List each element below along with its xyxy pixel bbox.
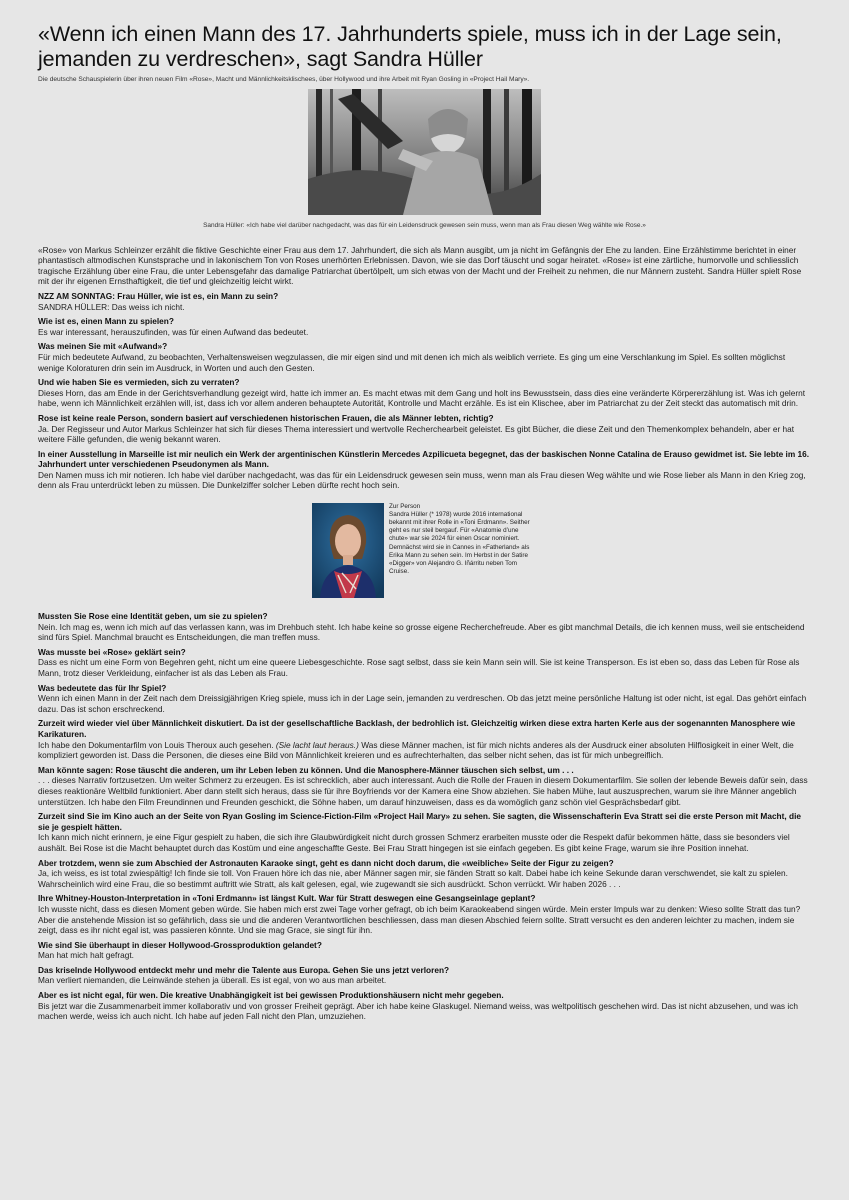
qa-item [38, 291, 811, 312]
qa-item [38, 449, 811, 491]
answer: Bis jetzt war die Zusammenarbeit immer kollaborativ und von grosser Freiheit geprägt. Aber ich habe keine Glaskugel. Niemand weiss, was weltpolitisch geschehen wird. Das ist nicht abzusehen, und was ich machen werde, weiss ich auch nicht. Ich habe auf jeden Fall nicht den Plan, umzuziehen. [38, 1000, 798, 1022]
person-box-text [389, 503, 537, 576]
question: Was musste bei «Rose» geklärt sein? [38, 646, 186, 657]
answer: Man hat mich halt gefragt. [38, 950, 134, 961]
qa-item [38, 858, 811, 890]
person-box-heading: Zur Person [389, 503, 421, 511]
answer: Es war interessant, herauszufinden, was für einen Aufwand das bedeutet. [38, 326, 309, 337]
answer: Ja. Der Regisseur und Autor Markus Schleinzer hat sich für dieses Thema interessiert und wertvolle Recherchearbeit geleistet. Es gibt Bücher, die diese Zeit und den Themenkomplex behandeln, aber er hat weitere Fälle gefunden, die wenig bekannt waren. [38, 423, 795, 445]
answer: Ich kann mich nicht erinnern, je eine Figur gespielt zu haben, die sich ihre Glaubwürdigkeit nicht durch grossen Schmerz erarbeiten musste oder die Respekt dafür bekommen hätte, dass sie besonders viel aushält. Bei Rose ist die Macht behauptet durch das Kostüm und eine angeschaffte Geste. Bei Frau Stratt hingegen ist sie einfach gegeben. Es gibt keine Frage, warum sie ihre Position innehat. [38, 832, 790, 853]
question: Zurzeit sind Sie im Kino auch an der Seite von Ryan Gosling im Science-Fiction-Film «Project Hail Mary» zu sehen. Sie sagten, die Wissenschafterin Eva Stratt sei die erste Person mit Macht, die sie je gespielt hätten. [38, 811, 801, 832]
question: Rose ist keine reale Person, sondern basiert auf verschiedenen historischen Frauen, die als Männer lebten, richtig? [38, 412, 494, 423]
question: Wie sind Sie überhaupt in dieser Hollywood-Grossproduktion gelandet? [38, 939, 322, 950]
answer: Ja, ich weiss, es ist total zwiespältig! Ich finde sie toll. Von Frauen höre ich das nie, aber Männer sagen mir, sie fänden Stratt so kalt. Dabei habe ich keine Sekunde daran verschwendet, sie kalt zu spielen. Wahrscheinlich wird eine Frau, die so bestimmt auftritt wie Stratt, als kalt gelesen, egal, wie zugewandt sie sich ausdrückt. Schon verrückt. Wir haben 2026 . . . [38, 868, 788, 889]
answer: Dieses Horn, das am Ende in der Gerichtsverhandlung gezeigt wird, hatte ich immer an. Es macht etwas mit dem Gang und holt ins Bewusstsein, dass dies eine veränderte Körpererzählung ist. Was ich gelernt habe, wenn ich Männlichkeit erzählen will, ist, dass ich vor allem anderen behauptete Autorität, Kontrolle und Macht erzähle. Es ist ein Klischee, aber im Patriarchat zu der Zeit steckt das automatisch mit drin. [38, 387, 806, 409]
answer: Für mich bedeutete Aufwand, zu beobachten, Verhaltensweisen wegzulassen, die mir eigen sind und mit denen ich mich als weiblich verriete. Es ging um eine Verschlankung im Spiel. Es sollten möglichst wenige Koloraturen drin sein im Ausdruck, in Worten und auch den Gesten. [38, 351, 786, 373]
question: Aber trotzdem, wenn sie zum Abschied der Astronauten Karaoke singt, geht es dann nicht doch darum, die «weibliche» Seite der Figur zu zeigen? [38, 857, 614, 868]
question: Das kriselnde Hollywood entdeckt mehr und mehr die Talente aus Europa. Gehen Sie uns jetzt verloren? [38, 964, 450, 975]
question: Man könnte sagen: Rose täuscht die anderen, um ihr Leben leben zu können. Und die Manosphere-Männer täuschen sich selbst, um . . . [38, 764, 574, 775]
qa-item [38, 990, 811, 1022]
qa-item [38, 765, 811, 807]
question: Wie ist es, einen Mann zu spielen? [38, 316, 174, 327]
answer: Man verliert niemanden, die Leinwände stehen ja überall. Es ist egal, von wo aus man arbeitet. [38, 975, 387, 986]
question: Was meinen Sie mit «Aufwand»? [38, 341, 168, 352]
answer: Wenn ich einen Mann in der Zeit nach dem Dreissigjährigen Krieg spiele, muss ich in der Lage sein, jemanden zu verdreschen. Ob das jetzt meine persönliche Haltung ist oder nicht, ist egal. Das gehört einfach dazu. Das ist schon erschreckend. [38, 693, 807, 714]
answer-text: Ich habe den Dokumentarfilm von Louis Theroux auch gesehen. [38, 739, 274, 750]
question: Und wie haben Sie es vermieden, sich zu verraten? [38, 377, 240, 388]
qa-item [38, 611, 811, 643]
question: NZZ AM SONNTAG: Frau Hüller, wie ist es, ein Mann zu sein? [38, 290, 279, 301]
question: Mussten Sie Rose eine Identität geben, um sie zu spielen? [38, 611, 268, 622]
intro-paragraph: «Rose» von Markus Schleinzer erzählt die fiktive Geschichte einer Frau aus dem 17. Jahrhundert, die sich als Mann ausgibt, um ja nicht im Gefängnis der Ehe zu landen. Eine Erzählstimme berichtet in einer phantastisch altmodischen Kunstsprache und in lakonischem Ton von Roses unerhörten Erlebnissen. Davon, wie sie das Dorf täuscht und sogar heiratet. «Rose» ist eine zärtliche, humorvolle und schliesslich tragische Erzählung über eine Frau, die unter Lebensgefahr das damalige Patriarchat übertölpelt, um sich etwas von der Macht und der Freiheit zu nehmen, die nur Männern zusteht. Sandra Hüller spielt Rose mit der ihr eigenen Ernsthaftigkeit, die tief und gleichzeitig leicht wirkt. [38, 244, 802, 287]
article-title: «Wenn ich einen Mann des 17. Jahrhunderts spiele, muss ich in der Lage sein, jemanden zu verdreschen», sagt Sandra Hüller [38, 22, 782, 71]
question: In einer Ausstellung in Marseille ist mir neulich ein Werk der argentinischen Künstlerin Mercedes Azpilicueta begegnet, das der baskischen Nonne Catalina de Erauso gewidmet ist. Sie lebte im 16. Jahrhundert unter verschiedenen Pseudonymen als Mann. [38, 448, 810, 470]
answer: Den Namen muss ich mir notieren. Ich habe viel darüber nachgedacht, was das für ein Leidensdruck gewesen sein muss, wenn man als Frau diesen Weg wählte und wie Rose lieber als Mann in den Krieg zog, denn als Frau unterdrückt leben zu müssen. Die Dunkelziffer solcher Leben dürfte recht hoch sein. [38, 469, 806, 491]
question: Ihre Whitney-Houston-Interpretation in «Toni Erdmann» ist längst Kult. War für Stratt deswegen eine Gesangseinlage geplant? [38, 893, 536, 904]
answer-text-continued: Was diese Männer machen, ist für mich nichts anderes als der Ausdruck einer absoluten Hilflosigkeit in einer Welt, die kompliziert geworden ist. Dass die Personen, die dieses eine Bild von Männlichkeit kreieren und es aufrechterhalten, das selber nicht sehen, das ist für mich unbegreiflich. [38, 739, 794, 761]
person-box [38, 503, 811, 598]
answer: Dass es nicht um eine Form von Begehren geht, nicht um eine queere Liebesgeschichte. Rose sagt selbst, dass sie kein Mann sein will. Sie ist keine Transperson. Es ist eben so, dass das Leben für Rose als Mann, trotz dieser Verkleidung, einfacher ist als das Leben als Frau. [38, 657, 800, 679]
qa-item [38, 647, 811, 679]
interview-part-1 [38, 291, 811, 491]
answer: Ich wusste nicht, dass es diesen Moment geben würde. Sie haben mich erst zwei Tage vorher gefragt, ob ich beim Karaokeabend singen würde. Mein erster Impuls war zu denken: Wieso sollte Stratt das tun? Aber die anstehende Mission ist so gefährlich, dass sie und die anderen Verantwortlichen beschliessen, dass man diesen Abschied feiern sollte. Stratt versucht es den anderen leichter zu machen, indem sie zeigt, dass es ihr nicht egal ist, was passieren könnte. Und sie mag Grace, sie singt für ihn. [38, 903, 801, 936]
hero-caption: Sandra Hüller: «Ich habe viel darüber nachgedacht, was das für ein Leidensdruck gewesen sein muss, wenn man als Frau diesen Weg wählte wie Rose.» [203, 222, 646, 229]
answer: SANDRA HÜLLER: Das weiss ich nicht. [38, 301, 185, 312]
qa-item [38, 316, 811, 337]
qa-item [38, 718, 811, 760]
person-box-body: Sandra Hüller (* 1978) wurde 2016 international bekannt mit ihrer Rolle in «Toni Erdmann». Seither geht es nur steil bergauf. Für «Anatomie d’une chute» war sie 2024 für einen Oscar nominiert. Demnächst wird sie in Cannes in «Fatherland» als Erika Mann zu sehen sein. Im Herbst in der Satire «Digger» von Alejandro G. Iñárritu neben Tom Cruise. [389, 511, 530, 575]
qa-item [38, 965, 811, 986]
qa-item [38, 940, 811, 961]
answer [38, 740, 811, 761]
answer: . . . dieses Narrativ fortzusetzen. Um weiter Schmerz zu erzeugen. Es ist schrecklich, aber auch interessant. Auch die Rolle der Frauen in diesem Dokumentarfilm. Sie sollen der lebende Beweis dafür sein, dass dieses reaktionäre Weltbild funktioniert. Aber dann stellt sich heraus, dass sie für ihre Boyfriends vor der Kamera eine Show abziehen. Sie haben Mühe, laut auszusprechen, warum sie ihre Männer angeblich unterstützen. Ich habe den Film Freundinnen und Freunden geschickt, die Söhne haben, um darauf hinzuweisen, dass es da womöglich ganz schön viel Gesprächsbedarf gibt. [38, 775, 808, 807]
qa-item [38, 341, 811, 373]
qa-item [38, 893, 811, 935]
article-lead: Die deutsche Schauspielerin über ihren neuen Film «Rose», Macht und Männlichkeitsklischees, über Hollywood und ihre Arbeit mit Ryan Gosling in «Project Hail Mary». [38, 76, 530, 83]
stage-direction: (Sie lacht laut heraus.) [275, 739, 359, 750]
portrait-image[interactable] [312, 503, 384, 598]
hero-image[interactable] [308, 89, 541, 215]
qa-item [38, 811, 811, 853]
qa-item [38, 413, 811, 445]
interview-part-2 [38, 611, 811, 1022]
question: Aber es ist nicht egal, für wen. Die kreative Unabhängigkeit ist bei gewissen Produktionshäusern nicht mehr gegeben. [38, 990, 504, 1001]
qa-item [38, 683, 811, 715]
question: Zurzeit wird wieder viel über Männlichkeit diskutiert. Da ist der gesellschaftliche Backlash, der bedrohlich ist. Gleichzeitig wirken diese extra harten Kerle aus der sogenannten Manosphere wie Karikaturen. [38, 718, 796, 739]
qa-item [38, 377, 811, 409]
question: Was bedeutete das für Ihr Spiel? [38, 682, 167, 693]
answer: Nein. Ich mag es, wenn ich mich auf das verlassen kann, was im Drehbuch steht. Ich habe keine so grosse eigene Recherchefreude. Aber es gibt manchmal Details, die ich kennen muss, weil sie entscheidend sind fürs Spiel. Manchmal braucht es Entscheidungen, die man treffen muss. [38, 621, 805, 643]
